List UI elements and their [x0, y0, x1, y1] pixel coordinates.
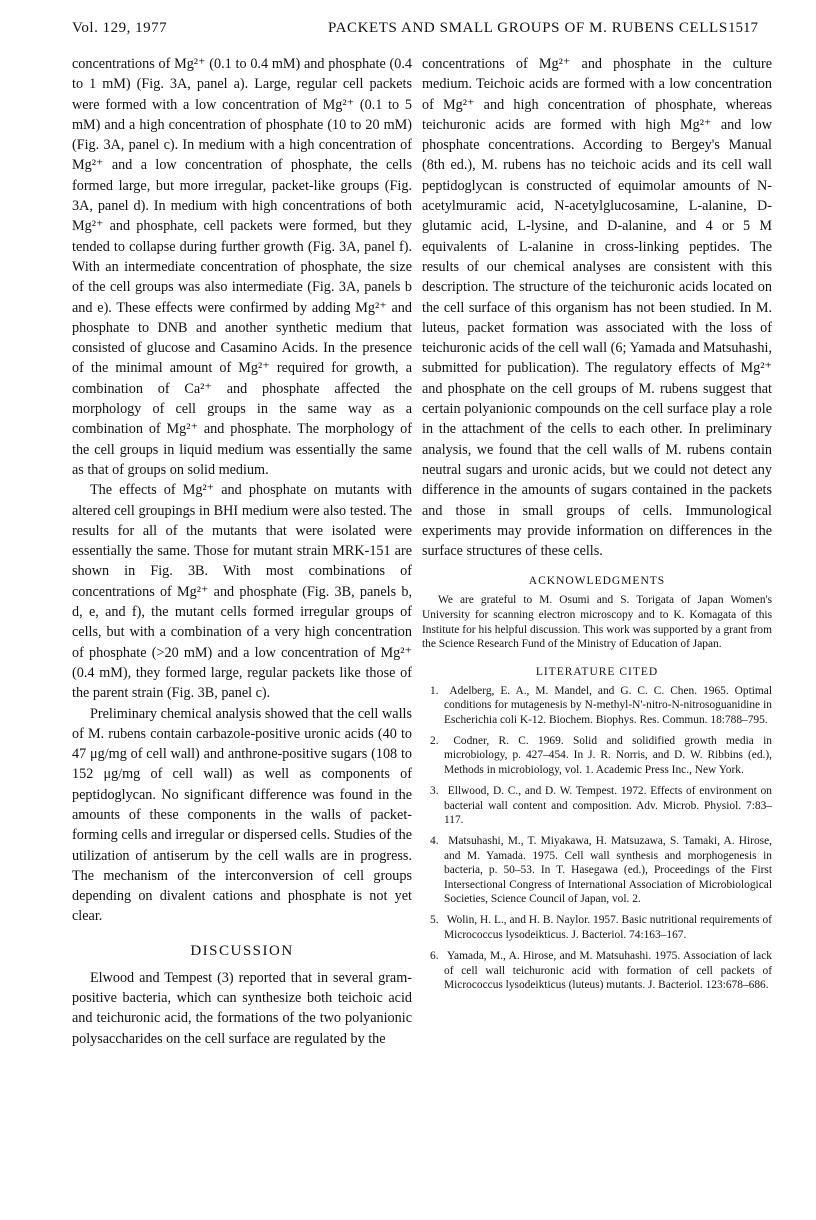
reference-item: [422, 734, 772, 777]
reference-number: 5.: [430, 914, 439, 927]
volume-label: Vol. 129, 1977: [72, 20, 168, 36]
discussion-paragraph: Elwood and Tempest (3) reported that in several gram-positive bacteria, which can synthesize both teichoic acid and teichuronic acid, the formations of the two polyanionic polysaccharides on the cell surface are regulated by the: [72, 969, 412, 1047]
reference-list: [422, 684, 772, 993]
reference-item: [422, 784, 772, 827]
reference-item: [422, 834, 772, 906]
reference-text: Wolin, H. L., and H. B. Naylor. 1957. Basic nutritional requirements of Micrococcus lysodeikticus. J. Bacteriol. 74:163–167.: [444, 914, 772, 941]
discussion-continued-paragraph: concentrations of Mg²⁺ and phosphate in the culture medium. Teichoic acids are formed with a low concentration of Mg²⁺ and high concentration of phosphate, whereas teichuronic acids are formed with high Mg²⁺ and low phosphate concentrations. According to Bergey's Manual (8th ed.), M. rubens has no teichoic acids and its cell wall peptidoglycan is constructed of equimolar amounts of N-acetylmuramic acid, N-acetylglucosamine, L-alanine, D-glutamic acid, L-lysine, and D-alanine, and 4 or 5 M equivalents of L-alanine in cross-linking peptides. The results of our chemical analyses are consistent with this description. The structure of the teichuronic acids located on the cell surface of this organism has not been studied. In M. luteus, packet formation was associated with the loss of teichuronic acids of the cell wall (6; Yamada and Matsuhashi, submitted for publication). The regulatory effects of Mg²⁺ and phosphate on the cell groups of M. rubens suggest that certain polyanionic compounds on the cell surface play a role in the attachment of the cells to each other. In preliminary analysis, we found that the cell walls of M. rubens contain neutral sugars and uronic acids, but we could not detect any difference in the amounts of sugars contained in the packets and those in small groups of cells. Immunological experiments may provide information on differences in the surface structures of these cells.: [422, 56, 772, 560]
reference-number: 6.: [430, 950, 439, 963]
reference-number: 2.: [430, 735, 439, 748]
discussion-heading: DISCUSSION: [190, 942, 294, 959]
acknowledgments-heading: ACKNOWLEDGMENTS: [528, 575, 666, 588]
reference-text: Yamada, M., A. Hirose, and M. Matsuhashi. 1975. Association of lack of cell wall teichuronic acid with formation of cell packets of Micrococcus lysodeikticus (luteus) mutants. J. Bacteriol. 123:678–686.: [444, 950, 772, 992]
page-number: 1517: [728, 20, 758, 36]
reference-item: [422, 913, 772, 942]
reference-item: [422, 684, 772, 727]
acknowledgments-text: We are grateful to M. Osumi and S. Torigata of Japan Women's University for scanning electron microscopy and to K. Komagata of this Institute for his helpful discussion. This work was supported by a grant from the Science Research Fund of the Ministry of Education of Japan.: [422, 594, 772, 651]
results-paragraph-3: Preliminary chemical analysis showed that the cell walls of M. rubens contain carbazole-positive uronic acids (40 to 47 μg/mg of cell wall) and anthrone-positive sugars (108 to 152 μg/mg of cell wall) as well as components of peptidoglycan. No significant difference was found in the amounts of these components in the walls of packet-forming cells and irregular or dispersed cells. Studies of the utilization of antiserum by the cell walls are in progress. The mechanism of the interconversion of cell groups depending on divalent cations and phosphate is not yet clear.: [72, 705, 412, 925]
right-column: [422, 54, 772, 1000]
reference-text: Ellwood, D. C., and D. W. Tempest. 1972. Effects of environment on bacterial wall content and composition. Adv. Microb. Physiol. 7:83–117.: [444, 785, 772, 827]
results-paragraph-1: concentrations of Mg²⁺ (0.1 to 0.4 mM) and phosphate (0.4 to 1 mM) (Fig. 3A, panel a). Large, regular cell packets were formed with a low concentration of Mg²⁺ (0.1 to 5 mM) and a high concentration of phosphate (10 to 20 mM) (Fig. 3A, panel c). In medium with a high concentration of Mg²⁺ and a low concentration of phosphate, the cells formed large, but more irregular, packet-like groups (Fig. 3A, panel d). In medium with high concentrations of both Mg²⁺ and phosphate, cell packets were formed, but they tended to collapse during further growth (Fig. 3A, panel f). With an intermediate concentration of phosphate, the size of the cell groups was also intermediate (Fig. 3A, panels b and e). These effects were confirmed by adding Mg²⁺ and phosphate to DNB and another synthetic medium that consisted of glucose and Casamino Acids. In the presence of the minimal amount of Mg²⁺ required for growth, a combination of Ca²⁺ and phosphate affected the morphology of cell groups in the same way as a combination of Mg²⁺ and phosphate. The morphology of the cell groups in liquid medium was essentially the same as that of groups on solid medium.: [72, 56, 412, 478]
left-column: [72, 54, 412, 1049]
reference-text: Codner, R. C. 1969. Solid and solidified growth media in microbiology, p. 427–454. In J. R. Norris, and D. W. Ribbins (ed.), Methods in microbiology, vol. 1. Academic Press Inc., New York.: [444, 735, 772, 776]
running-title: PACKETS AND SMALL GROUPS OF M. RUBENS CELLS: [328, 20, 728, 36]
reference-number: 3.: [430, 785, 439, 798]
reference-text: Matsuhashi, M., T. Miyakawa, H. Matsuzawa, S. Tamaki, A. Hirose, and M. Yamada. 1975. Cell wall synthesis and morphogenesis in bacteria, p. 50–53. In T. Hasegawa (ed.), Proceedings of the First Intersectional Congress of International Association of Microbiological Societies, Science Council of Japan, vol. 2.: [444, 835, 772, 906]
results-paragraph-2: The effects of Mg²⁺ and phosphate on mutants with altered cell groupings in BHI medium were also tested. The results for all of the mutants that were isolated were essentially the same. Those for mutant strain MRK-151 are shown in Fig. 3B. With most combinations of concentrations of Mg²⁺ and phosphate (Fig. 3B, panels b, d, e, and f), the mutant cells formed irregular groups of cells, but with a combination of a very high concentration of phosphate (>20 mM) and a low concentration of Mg²⁺ (0.4 mM), they formed large, regular packets like those of the parent strain (Fig. 3B, panel c).: [72, 482, 412, 702]
reference-number: 1.: [430, 684, 439, 697]
running-header: [72, 20, 758, 48]
reference-number: 4.: [430, 835, 439, 848]
literature-heading: LITERATURE CITED: [535, 665, 659, 678]
reference-item: [422, 949, 772, 992]
reference-text: Adelberg, E. A., M. Mandel, and G. C. C. Chen. 1965. Optimal conditions for mutagenesis by N-methyl-N'-nitro-N-nitrosoguanidine in Escherichia coli K-12. Biochem. Biophys. Res. Commun. 18:788–795.: [444, 684, 773, 726]
